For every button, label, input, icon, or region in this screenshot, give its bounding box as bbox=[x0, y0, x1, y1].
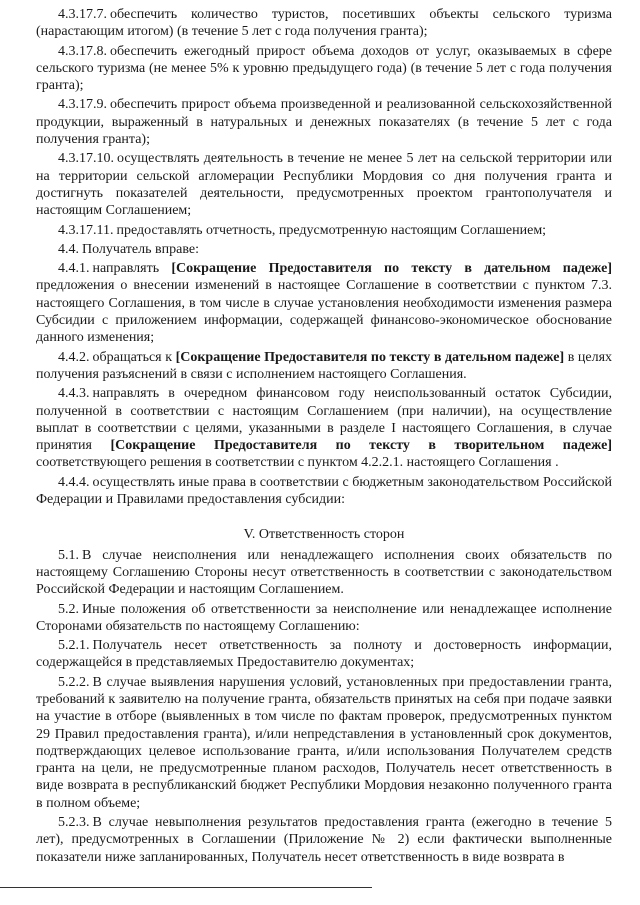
clause-4-3-17-11 bbox=[36, 222, 612, 239]
clause-number: 4.4.2. bbox=[58, 349, 90, 365]
clause-4-3-17-8 bbox=[36, 43, 612, 95]
clause-4-4-3 bbox=[36, 385, 612, 471]
clause-text-before: обращаться к bbox=[92, 349, 172, 365]
clause-text: В случае невыполнения результатов предоставления гранта (ежегодно в течение 5 лет), предусмотренных в Соглашении (Приложение № 2) если фактически выполненные показатели ниже запланированных, Получатель несет ответственность в виде возврата в bbox=[36, 815, 612, 865]
clause-text: предоставлять отчетность, предусмотренную настоящим Соглашением; bbox=[116, 222, 547, 238]
clause-number: 4.4. bbox=[58, 241, 79, 257]
clause-text-before: направлять в очередном финансовом году неиспользованный остаток Субсидии, полученной в соответствии с настоящим Соглашением (при наличии), на осуществление выплат в соответствии с целями, указанными в разделе I настоящего Соглашения, в случае принятия bbox=[36, 386, 612, 454]
footnote-divider bbox=[0, 887, 372, 888]
clause-4-4-4 bbox=[36, 474, 612, 509]
clause-text: В случае неисполнения или ненадлежащего исполнения своих обязательств по настоящему Соглашению Стороны несут ответственность в соответствии с законодательством Российской Федерации и настоящим Соглашением. bbox=[36, 547, 612, 598]
clause-4-3-17-9 bbox=[36, 96, 612, 148]
clause-text-before: направлять bbox=[92, 261, 160, 277]
clause-4-4 bbox=[36, 241, 612, 258]
clause-number: 5.1. bbox=[58, 547, 79, 563]
document-page bbox=[36, 6, 612, 868]
clause-text: обеспечить ежегодный прирост объема доходов от услуг, оказываемых в сфере сельского туризма (не менее 5% к уровню предыдущего года) (в течение 5 лет с года получения гранта); bbox=[36, 43, 612, 94]
clause-text: обеспечить прирост объема произведенной и реализованной сельскохозяйственной продукции, выраженный в натуральных и денежных показателях (в течение 5 лет с года получения гранта); bbox=[36, 97, 612, 148]
clause-text: Получатель несет ответственность за полноту и достоверность информации, содержащейся в представляемых Предоставителю документах; bbox=[36, 638, 612, 671]
clause-text-after: предложения о внесении изменений в настоящее Соглашение в соответствии с пунктом 7.3. настоящего Соглашения, в том числе в случае установления необходимости изменения размера Субсидии с приложением информации, содержащей финансово-экономическое обоснование данного изменения; bbox=[36, 278, 612, 346]
clause-number: 4.3.17.7. bbox=[58, 7, 107, 22]
section-title: V. Ответственность сторон bbox=[243, 527, 405, 543]
clause-5-2 bbox=[36, 601, 612, 636]
clause-number: 5.2.3. bbox=[58, 815, 90, 831]
clause-4-3-17-7 bbox=[36, 6, 612, 41]
clause-4-3-17-10 bbox=[36, 150, 612, 219]
clause-number: 5.2. bbox=[58, 601, 79, 617]
clause-text-after: в целях получения разъяснений в связи с исполнением настоящего Соглашения. bbox=[36, 349, 613, 382]
clause-5-2-1 bbox=[36, 637, 612, 672]
clause-number: 4.3.17.10. bbox=[58, 151, 114, 167]
clause-text: Иные положения об ответственности за неисполнение или ненадлежащее исполнение Сторонами обязательств по настоящему Соглашению: bbox=[36, 601, 612, 634]
clause-text-after: соответствующего решения в соответствии с пунктом 4.2.2.1. настоящего Соглашения . bbox=[36, 455, 559, 471]
clause-number: 5.2.2. bbox=[58, 674, 90, 690]
placeholder-field: [Сокращение Предоставителя по тексту в дательном падеже] bbox=[175, 349, 565, 365]
clause-5-2-2 bbox=[36, 674, 612, 812]
clause-4-4-1 bbox=[36, 260, 612, 346]
clause-5-1 bbox=[36, 547, 612, 599]
clause-number: 4.3.17.11. bbox=[58, 222, 114, 238]
clause-text: осуществлять иные права в соответствии с бюджетным законодательством Российской Федерации и Правилами предоставления субсидии: bbox=[36, 474, 612, 508]
clause-text: обеспечить количество туристов, посетивших объекты сельского туризма (нарастающим итогом) (в течение 5 лет с года получения гранта); bbox=[36, 7, 612, 40]
clause-number: 4.4.3. bbox=[58, 386, 90, 402]
clause-number: 4.3.17.9. bbox=[58, 97, 107, 113]
clause-text: Получатель вправе: bbox=[82, 241, 199, 257]
clause-4-4-2 bbox=[36, 349, 612, 384]
clause-text: осуществлять деятельность в течение не менее 5 лет на сельской территории или на территории сельской агломерации Республики Мордовия со дня получения гранта и достигнуть показателей деятельности, предусмотренных проектом грантополучателя и настоящим Соглашением; bbox=[36, 151, 612, 219]
placeholder-field: [Сокращение Предоставителя по тексту в дательном падеже] bbox=[171, 261, 612, 277]
clause-number: 4.4.4. bbox=[58, 474, 90, 490]
clause-number: 4.4.1. bbox=[58, 261, 90, 277]
placeholder-field: [Сокращение Предоставителя по тексту в творительном падеже] bbox=[110, 438, 612, 454]
clause-5-2-3 bbox=[36, 814, 612, 866]
clause-number: 4.3.17.8. bbox=[58, 43, 107, 59]
clause-text: В случае выявления нарушения условий, установленных при предоставлении гранта, требований к заявителю на получение гранта, обязательств принятых на себя при подаче заявки на участие в отборе (выявленных в том числе по фактам проверок, предусмотренных пунктом 29 Правил предоставления гранта), и/или непредставления в установленный срок документов, подтверждающих целевое использование гранта, и/или использования Получателем средств гранта на цели, не предусмотренные планом расходов, Получатель несет ответственность в виде возврата в республиканский бюджет Республики Мордовия незаконно полученного гранта в полном объеме; bbox=[36, 674, 612, 811]
clause-number: 5.2.1. bbox=[58, 638, 90, 654]
